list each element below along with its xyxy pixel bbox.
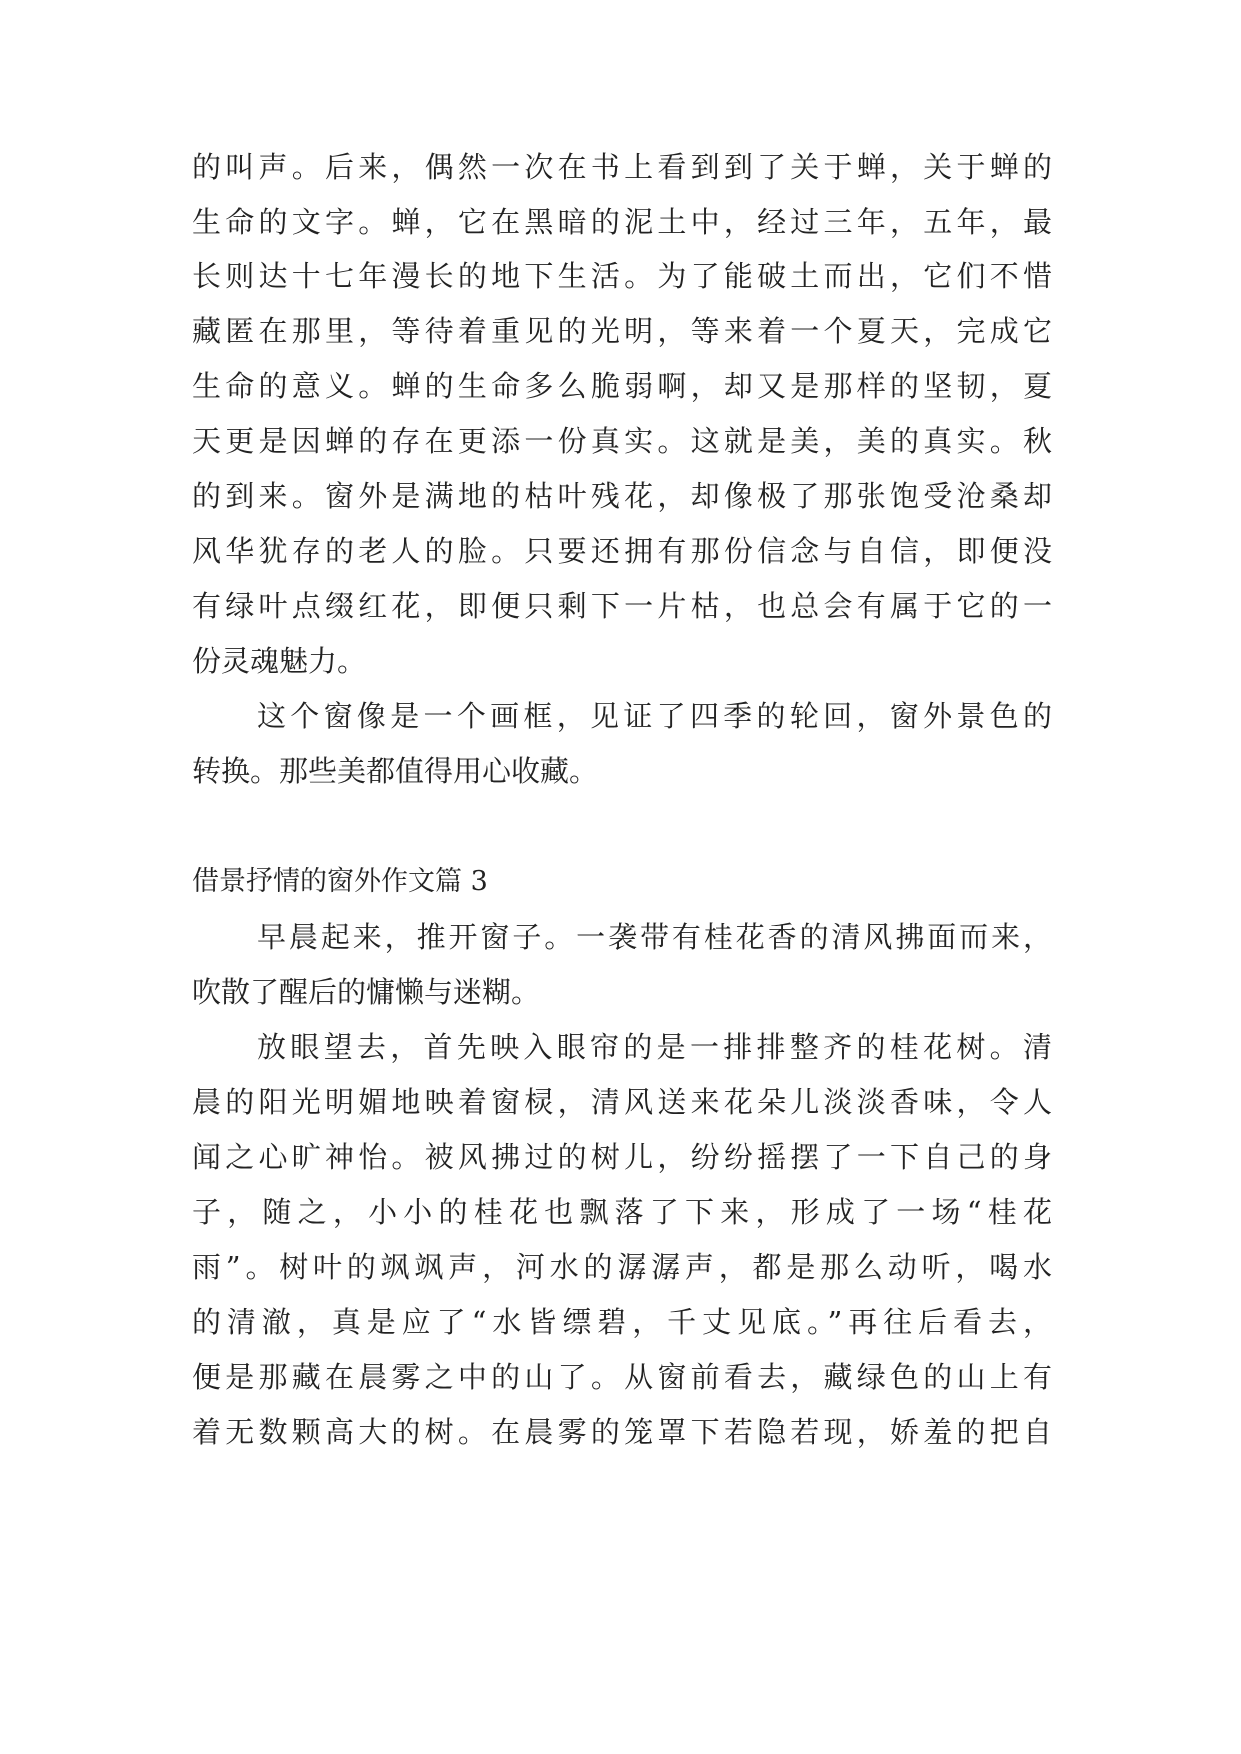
text-line: 雨”。树叶的飒飒声，河水的潺潺声，都是那么动听，喝水 [192,1250,1052,1284]
text-line: 早晨起来，推开窗子。一袭带有桂花香的清风拂面而来， [257,920,1052,954]
text-line: 生命的文字。蝉，它在黑暗的泥土中，经过三年，五年，最 [192,205,1052,239]
text-line: 闻之心旷神怡。被风拂过的树儿，纷纷摇摆了一下自己的身 [192,1140,1052,1174]
text-line: 着无数颗高大的树。在晨雾的笼罩下若隐若现，娇羞的把自 [192,1415,1052,1449]
text-line: 风华犹存的老人的脸。只要还拥有那份信念与自信，即便没 [192,534,1052,568]
text-line: 转换。那些美都值得用心收藏。 [192,754,599,788]
text-line: 便是那藏在晨雾之中的山了。从窗前看去，藏绿色的山上有 [192,1360,1052,1394]
text-line: 这个窗像是一个画框，见证了四季的轮回，窗外景色的 [257,699,1052,733]
text-line: 天更是因蝉的存在更添一份真实。这就是美，美的真实。秋 [192,424,1052,458]
section-heading: 借景抒情的窗外作文篇 3 [192,866,488,897]
text-line: 生命的意义。蝉的生命多么脆弱啊，却又是那样的坚韧，夏 [192,369,1052,403]
text-line: 晨的阳光明媚地映着窗棂，清风送来花朵儿淡淡香味，令人 [192,1085,1052,1119]
text-line: 子，随之，小小的桂花也飘落了下来，形成了一场“桂花 [192,1195,1052,1229]
text-line: 的叫声。后来，偶然一次在书上看到到了关于蝉，关于蝉的 [192,150,1052,184]
text-line: 的清澈，真是应了“水皆缥碧，千丈见底。”再往后看去， [192,1305,1052,1339]
text-line: 长则达十七年漫长的地下生活。为了能破土而出，它们不惜 [192,259,1052,293]
text-line: 放眼望去，首先映入眼帘的是一排排整齐的桂花树。清 [257,1030,1052,1064]
text-line: 藏匿在那里，等待着重见的光明，等来着一个夏天，完成它 [192,314,1052,348]
text-line: 份灵魂魅力。 [192,644,367,678]
text-line: 吹散了醒后的慵懒与迷糊。 [192,975,541,1009]
text-line: 有绿叶点缀红花，即便只剩下一片枯，也总会有属于它的一 [192,589,1052,623]
text-line: 的到来。窗外是满地的枯叶残花，却像极了那张饱受沧桑却 [192,479,1052,513]
